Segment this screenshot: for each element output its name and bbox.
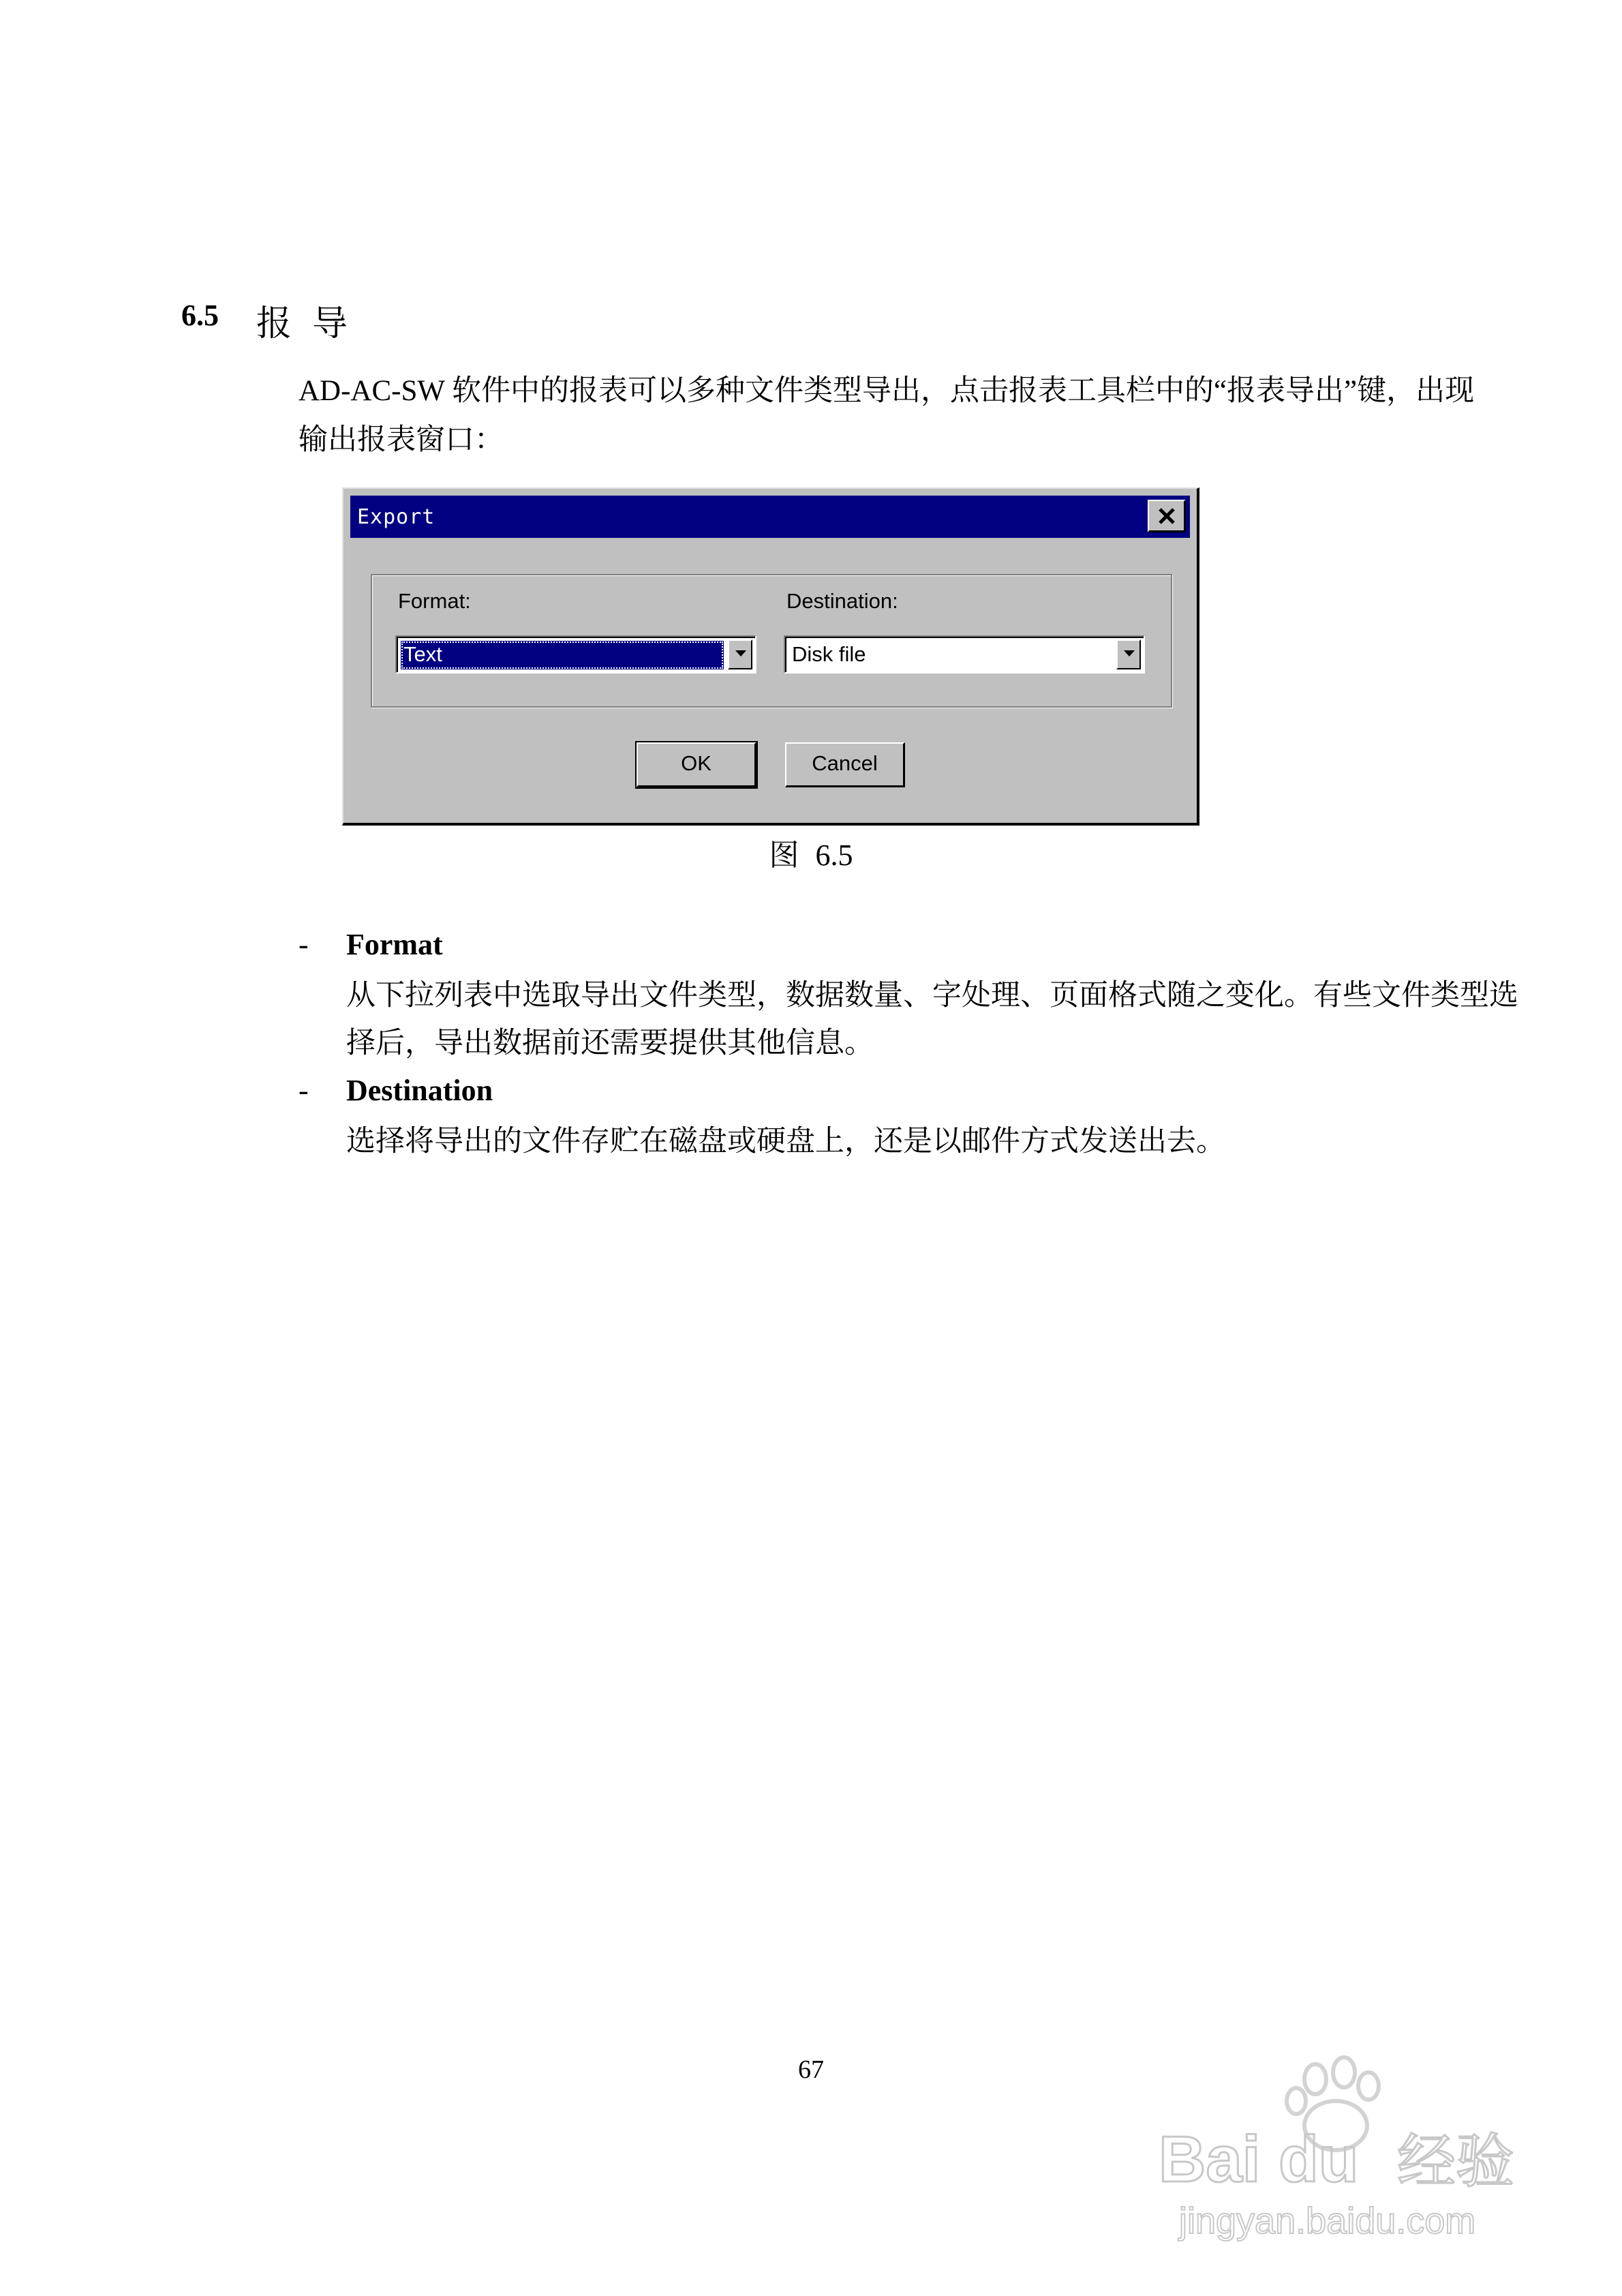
watermark-brand: Bai du: [1159, 2123, 1359, 2196]
destination-select-value: Disk file: [792, 642, 866, 666]
baidu-jingyan-watermark: [1152, 2045, 1533, 2250]
intro-paragraph: AD-AC-SW 软件中的报表可以多种文件类型导出，点击报表工具栏中的“报表导出”键，出现输出报表窗口：: [299, 375, 1475, 456]
format-label: Format:: [398, 589, 471, 613]
list-dash: -: [299, 1074, 309, 1107]
section-title: 报导: [256, 305, 369, 344]
format-dropdown-button[interactable]: [728, 639, 752, 669]
item-title-destination: Destination: [346, 1074, 493, 1107]
figure-caption-prefix: 图: [769, 839, 799, 872]
watermark-cn: 经验: [1397, 2128, 1514, 2196]
format-select-value: Text: [401, 641, 724, 669]
page-number: 67: [798, 2055, 824, 2084]
close-button[interactable]: [1148, 500, 1186, 532]
figure-caption-number: 6.5: [815, 839, 853, 872]
destination-select[interactable]: [784, 635, 1145, 674]
chevron-down-icon: [735, 650, 746, 657]
cancel-button[interactable]: Cancel: [785, 742, 905, 787]
item-title-format: Format: [346, 928, 443, 961]
destination-dropdown-button[interactable]: [1116, 639, 1141, 669]
export-dialog: [342, 487, 1199, 826]
item-desc-format: 从下拉列表中选取导出文件类型，数据数量、字处理、页面格式随之变化。有些文件类型选择后，导出数据前还需要提供其他信息。: [346, 980, 1518, 1059]
options-group: [371, 574, 1172, 708]
section-number: 6.5: [181, 299, 219, 332]
watermark-url: jingyan.baidu.com: [1179, 2201, 1476, 2241]
list-dash: -: [299, 928, 309, 961]
dialog-title: Export: [357, 505, 435, 529]
figure-caption: [0, 830, 1622, 874]
ok-button[interactable]: OK: [637, 742, 756, 787]
destination-label: Destination:: [786, 589, 898, 613]
item-desc-destination: 选择将导出的文件存贮在磁盘或硬盘上，还是以邮件方式发送出去。: [346, 1126, 1225, 1158]
close-icon: [1157, 507, 1176, 526]
paw-logo-icon: [1152, 2045, 1533, 2250]
format-select[interactable]: [395, 635, 756, 674]
chevron-down-icon: [1124, 650, 1135, 657]
dialog-titlebar[interactable]: [350, 496, 1190, 538]
